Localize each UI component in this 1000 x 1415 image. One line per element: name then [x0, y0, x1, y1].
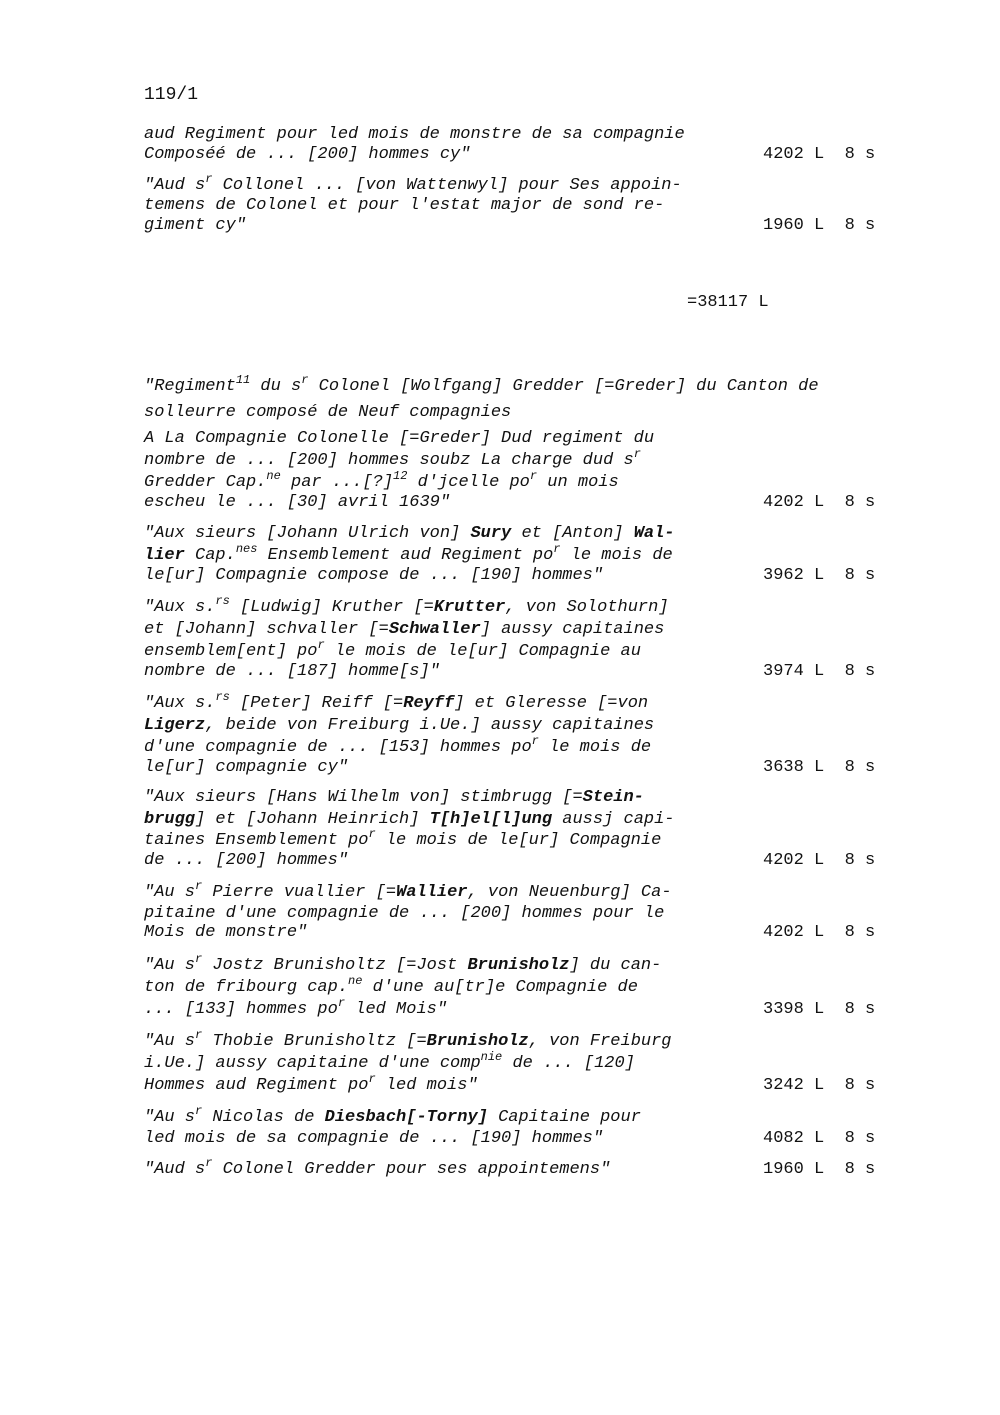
running-total: =38117 L [687, 293, 769, 312]
continuation-line: Composéé de ... [200] hommes cy" [144, 145, 471, 164]
entry-amount: 3242 L 8 s [763, 1076, 876, 1095]
entry-amount: 3398 L 8 s [763, 1000, 876, 1019]
entry-line: brugg] et [Johann Heinrich] T[h]el[l]ung aussj capi- [144, 810, 675, 829]
entry-line: "Au $s^r$ Thobie Brunisholtz [=Brunisholz, von Freiburg [144, 1028, 672, 1051]
entry-amount: 4202 L 8 s [763, 923, 876, 942]
entry-line: Ligerz, beide von Freiburg i.Ue.] aussy capitaines [144, 716, 655, 735]
entry-amount: 1960 L 8 s [763, 216, 876, 235]
entry-amount: 4202 L 8 s [763, 493, 876, 512]
entry-line: "Aux sieurs [Hans Wilhelm von] stimbrugg [=Stein- [144, 788, 644, 807]
entry-line: taines Ensemblement $po^r$ le mois de le[ur] Compagnie [144, 827, 662, 850]
entry-amount: 3962 L 8 s [763, 566, 876, 585]
entry-amount: 4082 L 8 s [763, 1129, 876, 1148]
entry-amount: 4202 L 8 s [763, 145, 876, 164]
continuation-line: temens de Colonel et pour l'estat major de sond re- [144, 196, 665, 215]
entry-line: d'une compagnie de ... [153] hommes $po^r$ le mois de [144, 734, 652, 757]
regiment-heading: solleurre composé de Neuf compagnies [144, 403, 512, 422]
entry-line: de ... [200] hommes" [144, 851, 349, 870]
entry-line: escheu le ... [30] avril 1639" [144, 493, 451, 512]
entry-line: "Aux sieurs [Johann Ulrich von] Sury et [Anton] Wal- [144, 524, 675, 543]
entry-line: ensemblem[ent] $po^r$ le mois de le[ur] Compagnie au [144, 638, 641, 661]
entry-line: "Aux s.$^{rs}$ [Ludwig] Kruther [=Krutter, von Solothurn] [144, 594, 669, 617]
entry-amount: 3638 L 8 s [763, 758, 876, 777]
page-number: 119/1 [144, 85, 199, 105]
entry-line: nombre de ... [187] homme[s]" [144, 662, 440, 681]
entry-line: A La Compagnie Colonelle [=Greder] Dud regiment du [144, 429, 655, 448]
entry-amount: 4202 L 8 s [763, 851, 876, 870]
entry-amount: 1960 L 8 s [763, 1160, 876, 1179]
continuation-line: "Aud $s^r$ Collonel ... [von Wattenwyl] pour Ses appoin- [144, 172, 682, 195]
entry-line: led mois de sa compagnie de ... [190] hommes" [144, 1129, 604, 1148]
entry-line: "Au $s^r$ Nicolas de Diesbach[-Torny] Capitaine pour [144, 1104, 641, 1127]
entry-line: le[ur] Compagnie compose de ... [190] hommes" [144, 566, 604, 585]
entry-line: "Aux s.$^{rs}$ [Peter] Reiff [=Reyff] et Gleresse [=von [144, 690, 649, 713]
entry-line: ... [133] hommes $po^r$ led Mois" [144, 996, 448, 1019]
entry-line: et [Johann] schvaller [=Schwaller] aussy capitaines [144, 620, 665, 639]
entry-line: "Au $s^r$ Jostz Brunisholtz [=Jost Brunisholz] du can- [144, 952, 662, 975]
entry-line: i.Ue.] aussy capitaine d'une comp$^{nie}$ de ... [120] [144, 1050, 635, 1073]
entry-line: pitaine d'une compagnie de ... [200] hommes pour le [144, 904, 665, 923]
entry-line: lier Cap.$^{nes}$ Ensemblement aud Regiment $po^r$ le mois de [144, 542, 673, 565]
entry-amount: 3974 L 8 s [763, 662, 876, 681]
entry-line: Gredder Cap.$^{ne}$ par ...[?]$^{12}$ d'jcelle $po^r$ un mois [144, 469, 619, 492]
entry-line: "Aud $s^r$ Colonel Gredder pour ses appointemens" [144, 1156, 611, 1179]
entry-line: ton de fribourg cap.$^{ne}$ d'une au[tr]e Compagnie de [144, 974, 638, 997]
regiment-heading: "Regiment$^{11}$ du $s^r$ Colonel [Wolfgang] Gredder [=Greder] du Canton de [144, 373, 819, 396]
entry-line: Mois de monstre" [144, 923, 308, 942]
entry-line: "Au $s^r$ Pierre vuallier [=Wallier, von Neuenburg] Ca- [144, 879, 672, 902]
entry-line: le[ur] compagnie cy" [144, 758, 349, 777]
entry-line: nombre de ... [200] hommes soubz La charge dud $s^r$ [144, 447, 641, 470]
entry-line: Hommes aud Regiment $po^r$ led mois" [144, 1072, 478, 1095]
continuation-line: aud Regiment pour led mois de monstre de sa compagnie [144, 125, 685, 144]
continuation-line: giment cy" [144, 216, 247, 235]
